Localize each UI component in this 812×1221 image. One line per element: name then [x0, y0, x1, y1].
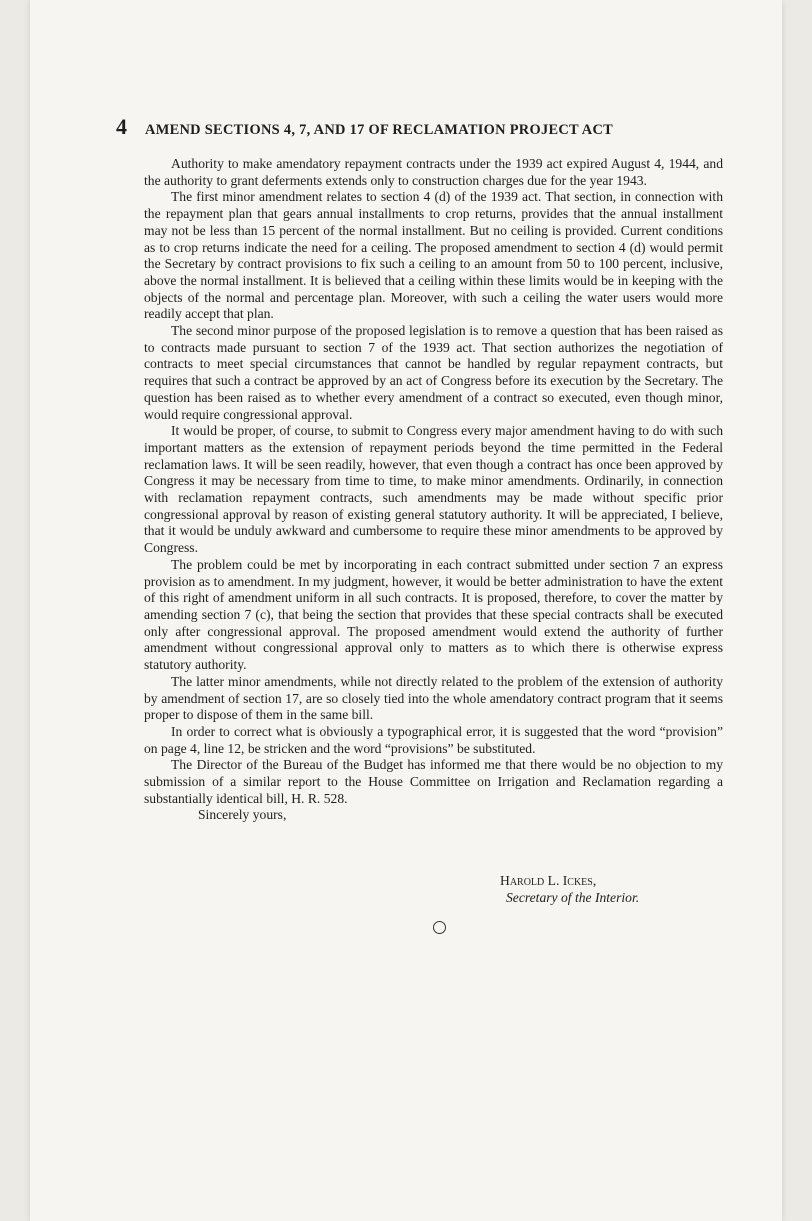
paragraph: The problem could be met by incorporating in each contract submitted under section 7 an express provision as to amendment. In my judgment, however, it would be better administration to have the extent of this right of amendment uniform in all such contracts. It is proposed, therefore, to cover the matter by amending section 7 (c), that being the section that provides that these special contracts shall be executed only after congressional approval. The proposed amendment would extend the authority of further amendment without congressional approval only to matters as to which there is otherwise express statutory authority.	[144, 556, 723, 673]
paragraph: The second minor purpose of the proposed legislation is to remove a question that has been raised as to contracts made pursuant to section 7 of the 1939 act. That section authorizes the negotiation of contracts to meet special circumstances that cannot be handled by regular repayment contracts, but requires that such a contract be approved by an act of Congress before its execution by the Secretary. The question has been raised as to whether every amendment of a contract so executed, even though minor, would require congressional approval.	[144, 323, 723, 422]
document-page	[30, 0, 782, 1221]
paragraph: The Director of the Bureau of the Budget has informed me that there would be no objection to my submission of a similar report to the House Committee on Irrigation and Reclamation regarding a substantially identical bill, H. R. 528.	[144, 757, 723, 806]
closing-salutation: Sincerely yours,	[198, 807, 287, 823]
paragraph: The first minor amendment relates to section 4 (d) of the 1939 act. That section, in connection with the repayment plan that gears annual installments to crop returns, provides that the annual installment may not be less than 15 percent of the normal installment. But no ceiling is provided. Current conditions as to crop returns indicate the need for a ceiling. The proposed amendment to section 4 (d) would permit the Secretary by contract provisions to fix such a ceiling to an amount from 50 to 100 percent, inclusive, above the normal installment. It is believed that a ceiling within these limits would be in keeping with the objects of the normal and percentage plan. Moreover, with such a ceiling the water users would more readily accept that plan.	[144, 189, 723, 322]
paragraph: Authority to make amendatory repayment contracts under the 1939 act expired August 4, 1944, and the authority to grant deferments extends only to construction charges due for the year 1943.	[144, 156, 723, 188]
signature-block	[500, 872, 720, 906]
signatory-name: Harold L. Ickes,	[500, 873, 597, 888]
letter-body	[144, 156, 723, 824]
signatory-title: Secretary of the Interior.	[506, 890, 640, 905]
running-title: AMEND SECTIONS 4, 7, AND 17 OF RECLAMATION PROJECT ACT	[145, 122, 614, 138]
paragraph: It would be proper, of course, to submit to Congress every major amendment having to do with such important matters as the extension of repayment periods beyond the time permitted in the Federal reclamation laws. It will be seen readily, however, that even though a contract has once been approved by Congress it may be necessary from time to time, to make minor amendments. Ordinarily, in connection with reclamation repayment contracts, such amendments may be made without specific prior congressional approval by reason of existing general statutory authority. It will be appreciated, I believe, that it would be unduly awkward and cumbersome to require these minor amendments to be approved by Congress.	[144, 423, 723, 556]
paragraph: The latter minor amendments, while not directly related to the problem of the extension of authority by amendment of section 17, are so closely tied into the whole amendatory contract program that it seems proper to dispose of them in the same bill.	[144, 673, 723, 723]
page-header	[116, 114, 716, 140]
page-number: 4	[116, 114, 127, 139]
punch-hole-mark	[433, 921, 446, 934]
paragraph: In order to correct what is obviously a typographical error, it is suggested that the word “provision” on page 4, line 12, be stricken and the word “provisions” be substituted.	[144, 723, 723, 756]
